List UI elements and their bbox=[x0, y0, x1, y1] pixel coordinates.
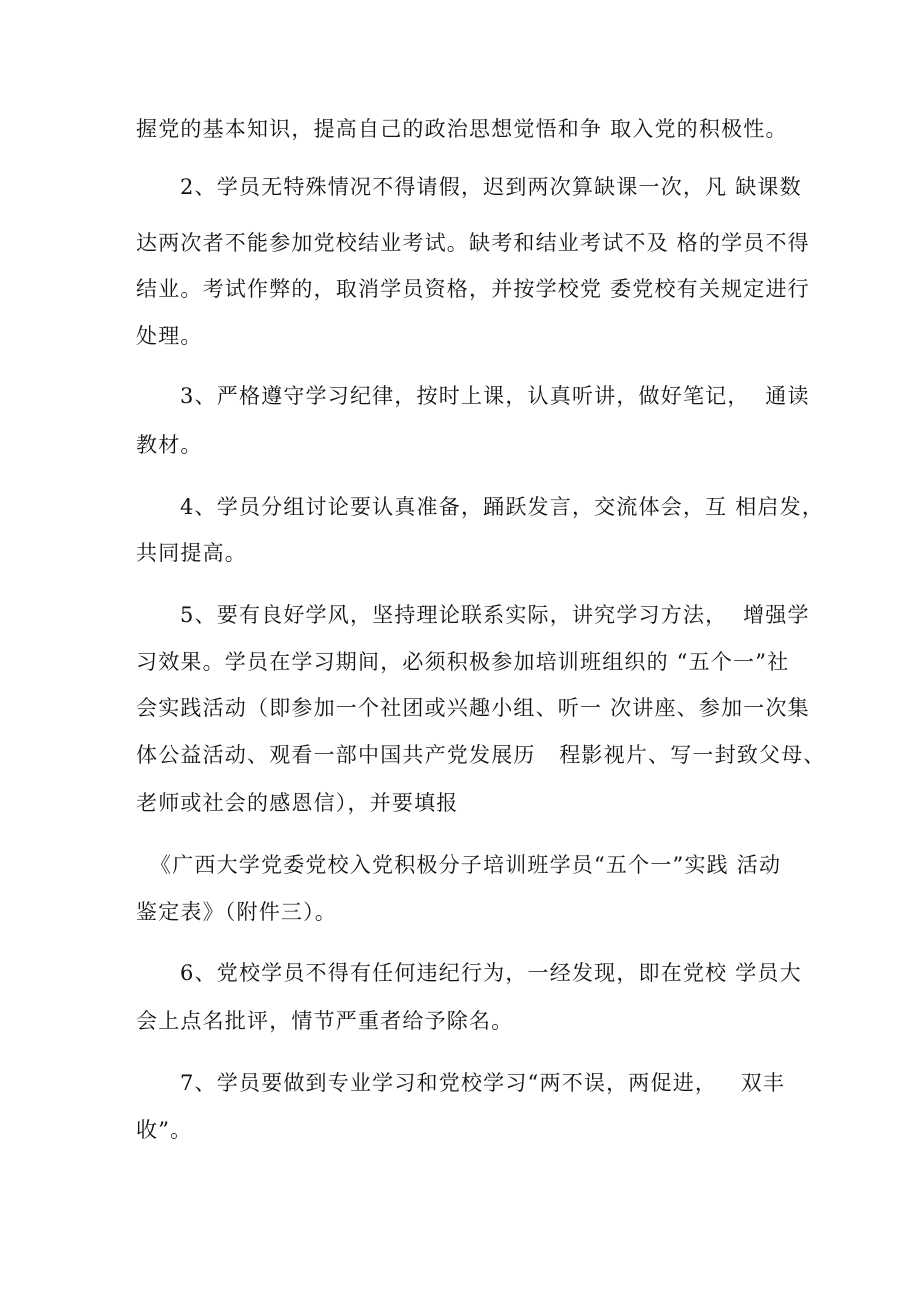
text-line: 老师或社会的感恩信），并要填报 bbox=[136, 791, 459, 815]
text-line: 结业。考试作弊的，取消学员资格，并按学校党 委党校有关规定进行 bbox=[136, 277, 810, 301]
paragraph-3-line: 3、严格遵守学习纪律，按时上课，认真听讲，做好笔记， 通读 bbox=[180, 384, 810, 408]
text-line: 达两次者不能参加党校结业考试。缺考和结业考试不及 格的学员不得 bbox=[136, 231, 810, 255]
attachment-title-line: 《广西大学党委党校入党积极分子培训班学员“五个一”实践 活动 bbox=[150, 853, 782, 877]
text-line: 握党的基本知识，提高自己的政治思想觉悟和争 取入党的积极性。 bbox=[136, 117, 788, 141]
paragraph-6-line: 6、党校学员不得有任何违纪行为，一经发现，即在党校 学员大 bbox=[180, 961, 802, 985]
text-line: 教材。 bbox=[136, 433, 203, 457]
text-line: 会实践活动（即参加一个社团或兴趣小组、听一 次讲座、参加一次集 bbox=[136, 696, 810, 720]
paragraph-4-line: 4、学员分组讨论要认真准备，踊跃发言，交流体会，互 相启发， bbox=[180, 495, 825, 519]
text-line: 体公益活动、观看一部中国共产党发展历 程影视片、写一封致父母、 bbox=[136, 743, 826, 767]
text-line: 收”。 bbox=[136, 1118, 193, 1142]
text-line: 共同提高。 bbox=[136, 541, 247, 565]
paragraph-2-line: 2、学员无特殊情况不得请假，迟到两次算缺课一次，凡 缺课数 bbox=[180, 175, 802, 199]
paragraph-7-line: 7、学员要做到专业学习和党校学习“两不误，两促进， 双丰 bbox=[180, 1071, 786, 1095]
text-line: 会上点名批评，情节严重者给予除名。 bbox=[136, 1009, 514, 1033]
paragraph-5-line: 5、要有良好学风，坚持理论联系实际，讲究学习方法， 增强学 bbox=[180, 603, 810, 627]
text-line: 习效果。学员在学习期间，必须积极参加培训班组织的 “五个一”社 bbox=[136, 650, 790, 674]
text-line: 处理。 bbox=[136, 324, 203, 348]
text-line: 鉴定表》（附件三）。 bbox=[136, 900, 337, 924]
